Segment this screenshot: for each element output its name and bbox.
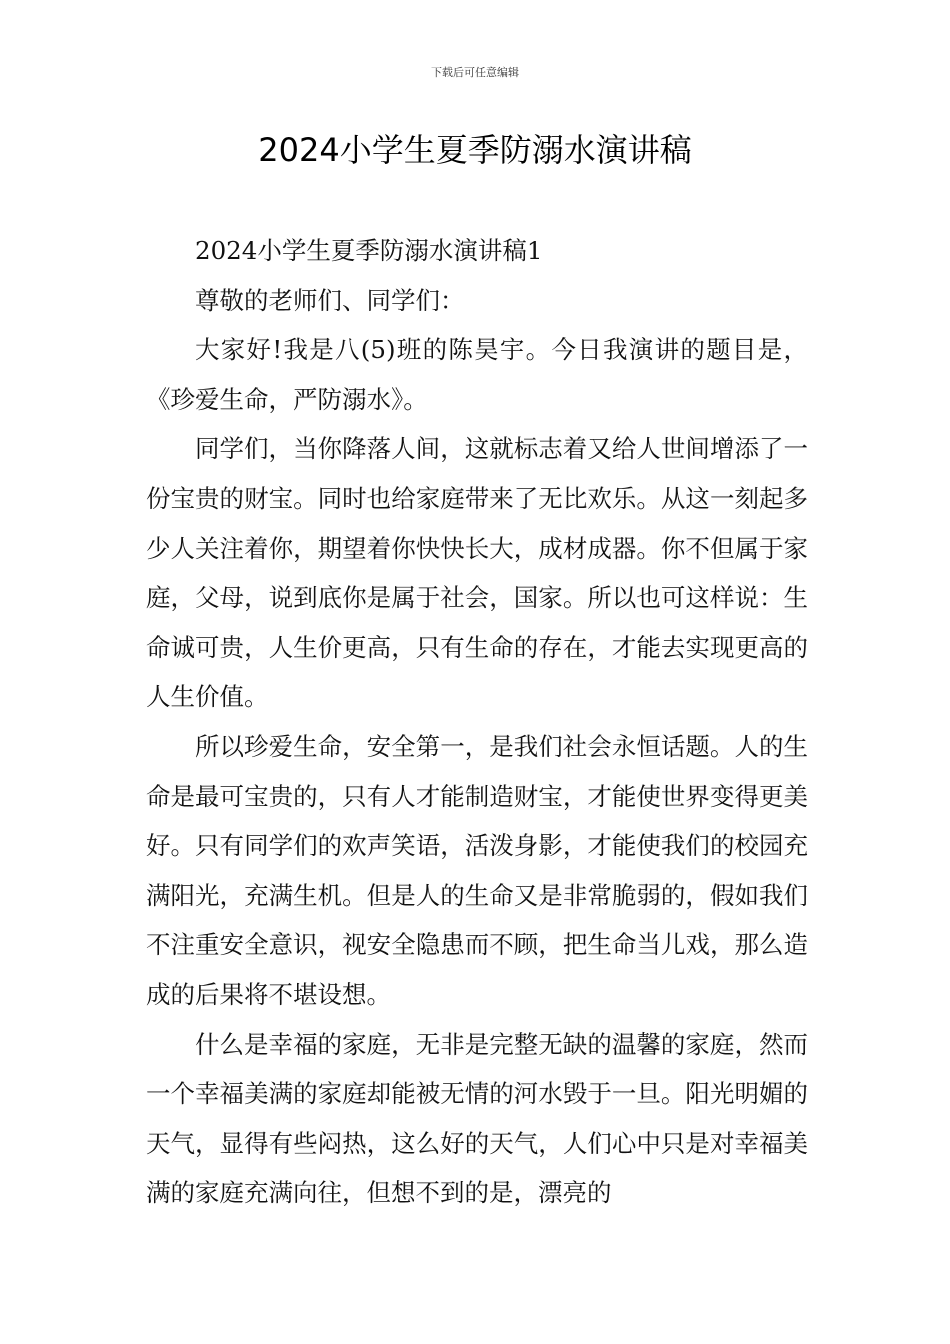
document-title: 2024小学生夏季防溺水演讲稿	[258, 131, 692, 169]
document-body	[146, 226, 808, 1218]
body-paragraph: 同学们，当你降落人间，这就标志着又给人世间增添了一份宝贵的财宝。同时也给家庭带来了无比欢乐。从这一刻起多少人关注着你，期望着你快快长大，成材成器。你不但属于家庭，父母，说到底你是属于社会，国家。所以也可这样说：生命诚可贵，人生价更高，只有生命的存在，才能去实现更高的人生价值。	[146, 434, 808, 712]
body-paragraph: 所以珍爱生命，安全第一，是我们社会永恒话题。人的生命是最可宝贵的，只有人才能制造财宝，才能使世界变得更美好。只有同学们的欢声笑语，活泼身影，才能使我们的校园充满阳光，充满生机。但是人的生命又是非常脆弱的，假如我们不注重安全意识，视安全隐患而不顾，把生命当儿戏，那么造成的后果将不堪设想。	[146, 731, 808, 1009]
salutation: 尊敬的老师们、同学们：	[195, 285, 465, 315]
body-paragraph: 大家好!我是八(5)班的陈昊宇。今日我演讲的题目是，《珍爱生命，严防溺水》。	[146, 335, 808, 414]
header-note: 下载后可任意编辑	[431, 66, 519, 79]
body-paragraph: 什么是幸福的家庭，无非是完整无缺的温馨的家庭，然而一个幸福美满的家庭却能被无情的河水毁于一旦。阳光明媚的天气，显得有些闷热，这么好的天气，人们心中只是对幸福美满的家庭充满向往，但想不到的是，漂亮的	[146, 1029, 808, 1208]
section-heading: 2024小学生夏季防溺水演讲稿1	[195, 236, 543, 265]
